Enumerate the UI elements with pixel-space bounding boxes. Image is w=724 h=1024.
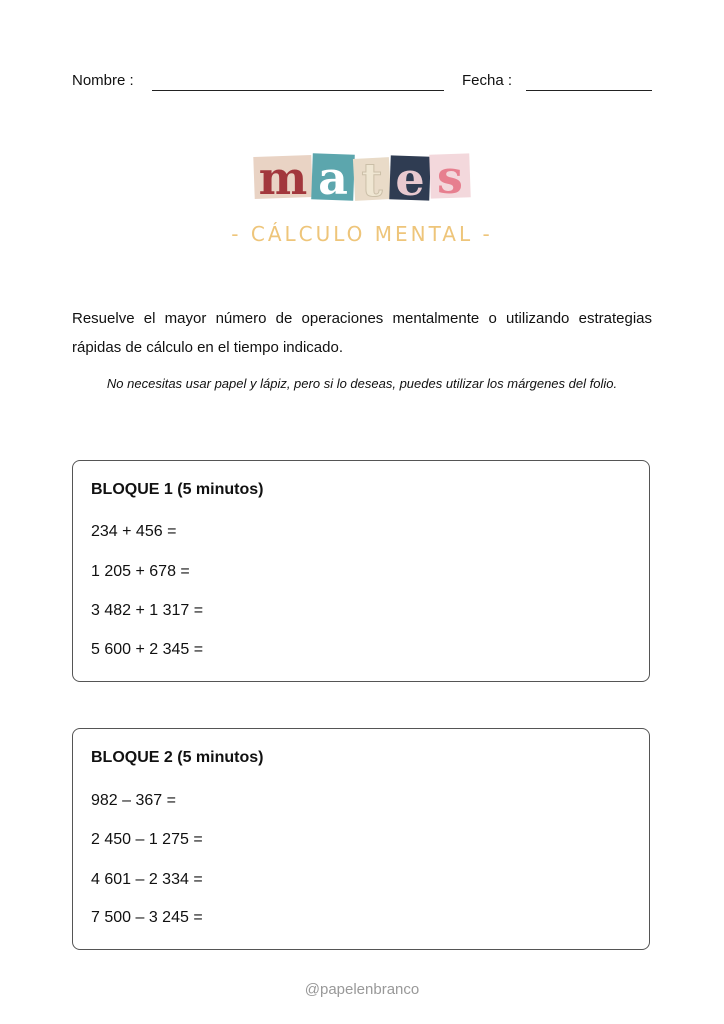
logo-letter-3 bbox=[353, 153, 391, 202]
operation: 7 500 – 3 245 = bbox=[91, 909, 203, 926]
block-title: BLOQUE 1 (5 minutos) bbox=[91, 481, 264, 498]
logo-letter-4 bbox=[389, 152, 431, 202]
note-text: No necesitas usar papel y lápiz, pero si lo deseas, puedes utilizar los márgenes del folio. bbox=[106, 376, 618, 391]
svg-text:m: m bbox=[258, 151, 308, 202]
svg-text:s: s bbox=[437, 150, 463, 202]
block-title: BLOQUE 2 (5 minutos) bbox=[91, 749, 264, 766]
name-label: Nombre : bbox=[72, 72, 134, 89]
svg-text:a: a bbox=[318, 151, 348, 202]
date-line[interactable] bbox=[526, 90, 652, 91]
mates-logo bbox=[252, 150, 472, 202]
operation: 5 600 + 2 345 = bbox=[91, 641, 204, 658]
footer-handle: @papelenbranco bbox=[304, 981, 420, 998]
intro-text: Resuelve el mayor número de operaciones mentalmente o utilizando estrategias rápidas de cálculo en el tiempo indicado. bbox=[72, 310, 652, 356]
logo-letter-2 bbox=[311, 151, 355, 202]
name-line[interactable] bbox=[152, 90, 444, 91]
logo-letter-1 bbox=[253, 151, 312, 202]
header-row bbox=[72, 70, 652, 96]
svg-text:t: t bbox=[361, 153, 383, 202]
block-1 bbox=[72, 460, 650, 682]
operation: 2 450 – 1 275 = bbox=[91, 831, 203, 848]
block-2 bbox=[72, 728, 650, 950]
operation: 1 205 + 678 = bbox=[91, 563, 190, 580]
date-label: Fecha : bbox=[462, 72, 513, 89]
operation: 234 + 456 = bbox=[91, 523, 177, 540]
svg-text:e: e bbox=[395, 152, 425, 202]
logo-letter-5 bbox=[429, 150, 471, 202]
operation: 4 601 – 2 334 = bbox=[91, 871, 203, 888]
operation: 3 482 + 1 317 = bbox=[91, 602, 204, 619]
subtitle: - CÁLCULO MENTAL - bbox=[231, 222, 493, 246]
operation: 982 – 367 = bbox=[91, 792, 176, 809]
